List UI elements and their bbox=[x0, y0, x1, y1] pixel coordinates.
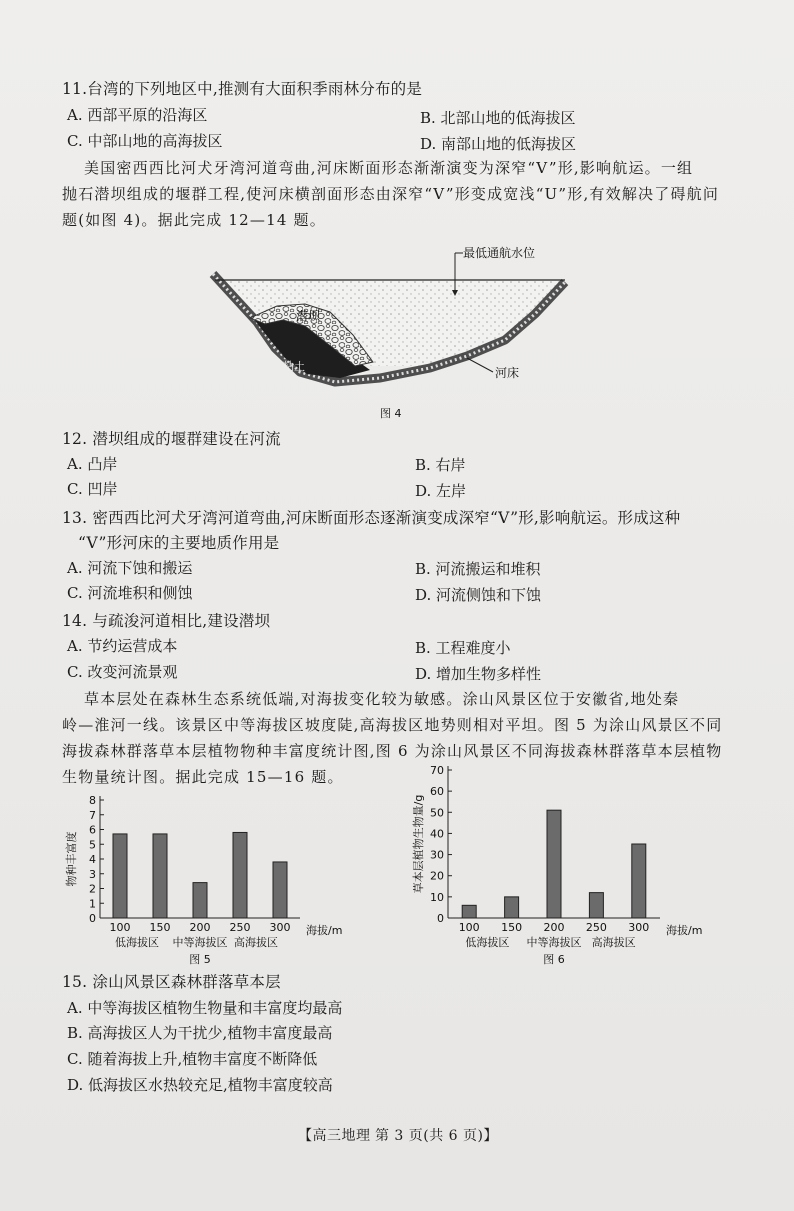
passage1-line1: 美国密西西比河犬牙湾河道弯曲,河床断面形态渐渐演变为深窄“V”形,影响航运。一组 bbox=[84, 159, 694, 177]
fig4-dam-label: 潜坝 bbox=[296, 309, 321, 323]
chart6-y-tick-label: 20 bbox=[430, 869, 444, 883]
chart6-bar bbox=[462, 905, 476, 918]
chart6-y-tick-label: 0 bbox=[437, 912, 444, 925]
q14-option-c: C. 改变河流景观 bbox=[67, 663, 178, 681]
q15-option-b: B. 高海拔区人为干扰少,植物丰富度最高 bbox=[67, 1024, 333, 1042]
chart6-y-axis-label: 草本层植物生物量/g bbox=[412, 794, 425, 894]
chart6-bar bbox=[632, 844, 646, 918]
chart6-x-tick-label: 150 bbox=[501, 921, 523, 934]
page-footer bbox=[283, 1125, 513, 1145]
chart5-y-tick-label: 1 bbox=[89, 897, 96, 911]
chart6-x-tick-label: 300 bbox=[628, 921, 650, 934]
chart5-group-label: 低海拔区 bbox=[115, 936, 159, 949]
q11-option-b: B. 北部山地的低海拔区 bbox=[420, 109, 576, 127]
q11-option-d: D. 南部山地的低海拔区 bbox=[420, 135, 577, 153]
chart5-group-label: 中等海拔区 bbox=[172, 936, 228, 949]
chart5-y-tick-label: 5 bbox=[89, 838, 96, 852]
chart5-caption: 图 5 bbox=[189, 953, 211, 966]
chart5-x-tick-label: 250 bbox=[229, 921, 251, 934]
fig4-riverbed-label: 河床 bbox=[495, 366, 520, 380]
q12-option-b: B. 右岸 bbox=[415, 456, 466, 474]
q15-stem: 15. 涂山风景区森林群落草本层 bbox=[62, 973, 281, 991]
q12-option-a: A. 凸岸 bbox=[67, 455, 118, 473]
q15-option-a: A. 中等海拔区植物生物量和丰富度均最高 bbox=[67, 999, 343, 1017]
fig4-river-cross-section bbox=[205, 240, 585, 425]
chart6-y-tick-label: 70 bbox=[430, 764, 444, 777]
chart6-y-tick-label: 40 bbox=[430, 827, 444, 841]
chart5-x-tick-label: 200 bbox=[189, 921, 211, 934]
chart5-x-tick-label: 300 bbox=[269, 921, 291, 934]
fig6-biomass-chart bbox=[408, 762, 718, 968]
q11-option-c: C. 中部山地的高海拔区 bbox=[67, 132, 223, 150]
q11-stem: 11.台湾的下列地区中,推测有大面积季雨林分布的是 bbox=[62, 80, 423, 98]
chart5-y-tick-label: 8 bbox=[89, 794, 96, 807]
chart6-y-tick-label: 10 bbox=[430, 890, 444, 904]
passage1-line3: 题(如图 4)。据此完成 12—14 题。 bbox=[62, 211, 326, 229]
chart5-y-tick-label: 0 bbox=[89, 912, 96, 925]
chart6-x-tick-label: 100 bbox=[458, 921, 480, 934]
chart5-y-tick-label: 6 bbox=[89, 823, 96, 837]
q13-stem-line2: “V”形河床的主要地质作用是 bbox=[78, 534, 280, 552]
q12-stem: 12. 潜坝组成的堰群建设在河流 bbox=[62, 430, 281, 448]
chart5-bar bbox=[233, 832, 247, 918]
passage2-line3: 海拔森林群落草本层植物物种丰富度统计图,图 6 为涂山风景区不同海拔森林群落草本层植物 bbox=[62, 742, 723, 760]
q12-option-d: D. 左岸 bbox=[415, 482, 467, 500]
chart5-y-tick-label: 3 bbox=[89, 867, 96, 881]
q12-option-c: C. 凹岸 bbox=[67, 480, 118, 498]
q13-option-c: C. 河流堆积和侧蚀 bbox=[67, 584, 193, 602]
chart6-group-label: 低海拔区 bbox=[465, 936, 510, 949]
fig5-species-richness-chart bbox=[62, 790, 352, 968]
chart5-bar bbox=[153, 834, 167, 918]
q13-option-d: D. 河流侧蚀和下蚀 bbox=[415, 586, 542, 604]
q13-stem-line1: 13. 密西西比河犬牙湾河道弯曲,河床断面形态逐渐演变成深窄“V”形,影响航运。形成这种 bbox=[62, 509, 681, 527]
chart6-bar bbox=[505, 897, 519, 918]
q13-option-a: A. 河流下蚀和搬运 bbox=[67, 559, 193, 577]
chart6-caption: 图 6 bbox=[543, 953, 565, 966]
chart5-group-label: 高海拔区 bbox=[234, 936, 278, 949]
q15-option-c: C. 随着海拔上升,植物丰富度不断降低 bbox=[67, 1050, 318, 1068]
chart5-y-tick-label: 7 bbox=[89, 808, 96, 822]
q13-option-b: B. 河流搬运和堆积 bbox=[415, 560, 541, 578]
fig4-caption: 图 4 bbox=[380, 407, 402, 420]
chart5-bar bbox=[113, 834, 127, 918]
q14-option-d: D. 增加生物多样性 bbox=[415, 665, 542, 683]
chart6-x-axis-label: 海拔/m bbox=[666, 924, 703, 937]
passage2-line1: 草本层处在森林生态系统低端,对海拔变化较为敏感。涂山风景区位于安徽省,地处秦 bbox=[84, 690, 680, 708]
passage2-line4: 生物量统计图。据此完成 15—16 题。 bbox=[62, 768, 344, 786]
chart6-x-tick-label: 250 bbox=[585, 921, 607, 934]
q15-option-d: D. 低海拔区水热较充足,植物丰富度较高 bbox=[67, 1076, 333, 1094]
chart6-y-tick-label: 50 bbox=[430, 806, 444, 820]
chart5-bar bbox=[193, 883, 207, 918]
q14-stem: 14. 与疏浚河道相比,建设潜坝 bbox=[62, 612, 271, 630]
chart6-y-tick-label: 30 bbox=[430, 848, 444, 862]
chart6-y-tick-label: 60 bbox=[430, 785, 444, 799]
footer-subject: 【高三地理 bbox=[298, 1128, 371, 1144]
chart5-x-axis-label: 海拔/m bbox=[306, 924, 343, 937]
q14-option-b: B. 工程难度小 bbox=[415, 639, 511, 657]
fig4-water-level-label: 最低通航水位 bbox=[463, 246, 536, 260]
footer-page-number: 第 3 页(共 6 页)】 bbox=[374, 1128, 498, 1144]
chart6-group-label: 高海拔区 bbox=[591, 936, 636, 949]
chart6-group-label: 中等海拔区 bbox=[526, 936, 582, 949]
fig4-clay-label: 粘土 bbox=[283, 360, 305, 373]
chart5-y-tick-label: 2 bbox=[89, 882, 96, 896]
passage2-line2: 岭—淮河一线。该景区中等海拔区坡度陡,高海拔区地势则相对平坦。图 5 为涂山风景区不同 bbox=[62, 716, 723, 734]
chart5-y-axis-label: 物种丰富度 bbox=[65, 831, 78, 887]
chart5-bar bbox=[273, 862, 287, 918]
chart5-x-tick-label: 150 bbox=[149, 921, 171, 934]
chart5-x-tick-label: 100 bbox=[109, 921, 131, 934]
q11-option-a: A. 西部平原的沿海区 bbox=[67, 106, 208, 124]
chart6-x-tick-label: 200 bbox=[543, 921, 565, 934]
chart5-y-tick-label: 4 bbox=[89, 853, 96, 866]
q14-option-a: A. 节约运营成本 bbox=[67, 637, 178, 655]
chart6-bar bbox=[547, 810, 561, 918]
chart6-bar bbox=[589, 893, 603, 918]
passage1-line2: 抛石潜坝组成的堰群工程,使河床横剖面形态由深窄“V”形变成宽浅“U”形,有效解决了碍航问 bbox=[62, 185, 720, 203]
